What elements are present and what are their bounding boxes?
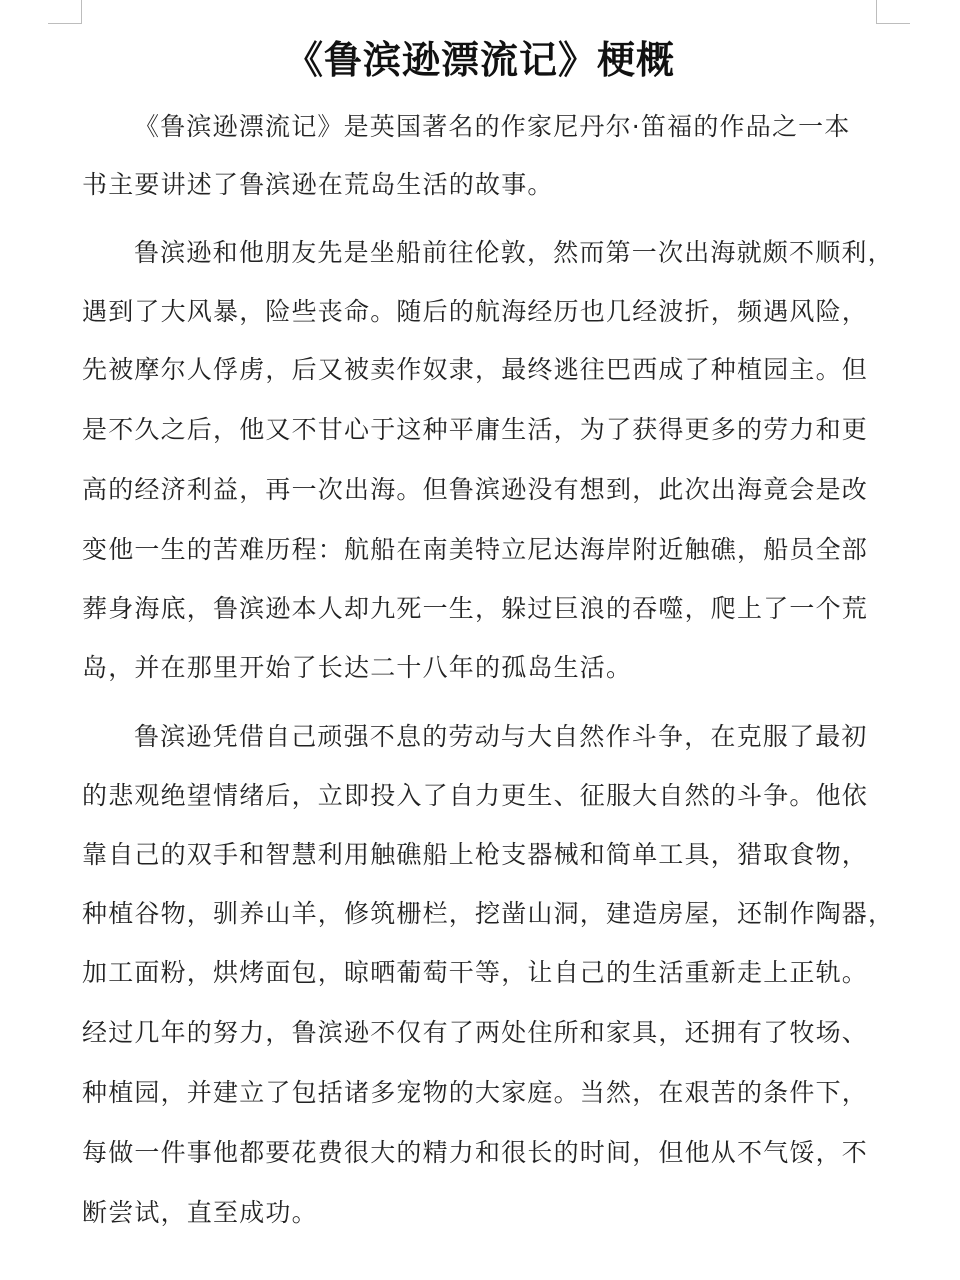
- paragraph-3-line-3: 靠自己的双手和智慧利用触礁船上枪支器械和简单工具，猎取食物，: [82, 840, 869, 869]
- paragraph-3-line-2: 的悲观绝望情绪后，立即投入了自力更生、征服大自然的斗争。他依: [82, 781, 869, 810]
- paragraph-2-line-4: 是不久之后，他又不甘心于这种平庸生活，为了获得更多的劳力和更: [82, 415, 869, 444]
- paragraph-3-line-7: 种植园，并建立了包括诸多宠物的大家庭。当然，在艰苦的条件下，: [82, 1078, 869, 1107]
- paragraph-3-line-9: 断尝试，直至成功。: [82, 1198, 318, 1227]
- paragraph-3-line-5: 加工面粉，烘烤面包，晾晒葡萄干等，让自己的生活重新走上正轨。: [82, 958, 869, 987]
- paragraph-2-line-1: 鲁滨逊和他朋友先是坐船前往伦敦，然而第一次出海就颇不顺利，: [134, 238, 894, 267]
- paragraph-2-line-8: 岛，并在那里开始了长达二十八年的孤岛生活。: [82, 653, 633, 682]
- paragraph-3-line-1: 鲁滨逊凭借自己顽强不息的劳动与大自然作斗争，在克服了最初: [134, 722, 868, 751]
- paragraph-2-line-5: 高的经济利益，再一次出海。但鲁滨逊没有想到，此次出海竟会是改: [82, 475, 869, 504]
- paragraph-3-line-6: 经过几年的努力，鲁滨逊不仅有了两处住所和家具，还拥有了牧场、: [82, 1018, 869, 1047]
- paragraph-3-line-4: 种植谷物，驯养山羊，修筑栅栏，挖凿山洞，建造房屋，还制作陶器，: [82, 899, 895, 928]
- paragraph-1-line-1: 《鲁滨逊漂流记》是英国著名的作家尼丹尔·笛福的作品之一本: [134, 112, 851, 141]
- paragraph-2-line-3: 先被摩尔人俘虏，后又被卖作奴隶，最终逃往巴西成了种植园主。但: [82, 355, 869, 384]
- paragraph-1-line-2: 书主要讲述了鲁滨逊在荒岛生活的故事。: [82, 170, 554, 199]
- paragraph-3-line-8: 每做一件事他都要花费很大的精力和很长的时间，但他从不气馁，不: [82, 1138, 869, 1167]
- document-title: 《鲁滨逊漂流记》梗概: [284, 37, 675, 82]
- page-corner-mark-left: [48, 0, 82, 24]
- paragraph-2-line-6: 变他一生的苦难历程：航船在南美特立尼达海岸附近触礁，船员全部: [82, 535, 869, 564]
- page-corner-mark-right: [876, 0, 910, 24]
- paragraph-2-line-2: 遇到了大风暴，险些丧命。随后的航海经历也几经波折，频遇风险，: [82, 297, 869, 326]
- paragraph-2-line-7: 葬身海底，鲁滨逊本人却九死一生，躲过巨浪的吞噬，爬上了一个荒: [82, 594, 869, 623]
